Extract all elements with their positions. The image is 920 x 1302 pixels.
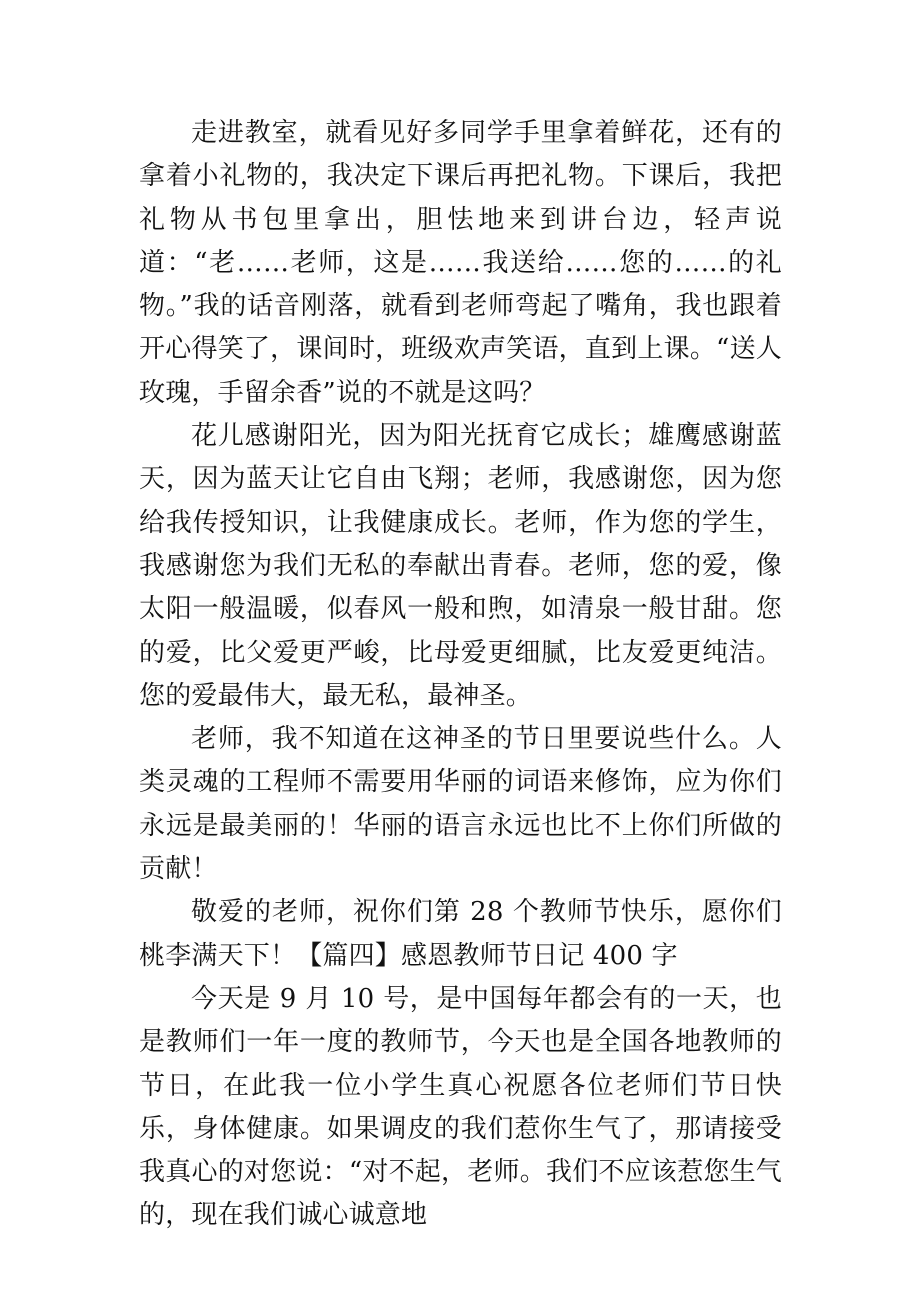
paragraph-thanks-teacher: 花儿感谢阳光，因为阳光抚育它成长；雄鹰感谢蓝天，因为蓝天让它自由飞翔；老师，我感谢您，因为您给我传授知识，让我健康成长。老师，作为您的学生，我感谢您为我们无私的奉献出青春。老师，您的爱，像太阳一般温暖，似春风一般和煦，如清泉一般甘甜。您的爱，比父爱更严峻，比母爱更细腻，比友爱更纯洁。您的爱最伟大，最无私，最神圣。 [139,421,782,711]
paragraph-soul-engineer: 老师，我不知道在这神圣的节日里要说些什么。人类灵魂的工程师不需要用华丽的词语来修饰，应为你们永远是最美丽的！华丽的语言永远也比不上你们所做的贡献！ [139,724,782,885]
document-page [139,112,782,1238]
paragraph-classroom-gift: 走进教室，就看见好多同学手里拿着鲜花，还有的拿着小礼物的，我决定下课后再把礼物。下课后，我把礼物从书包里拿出，胆怯地来到讲台边，轻声说道：“老……老师，这是……我送给……您的……的礼物。”我的话音刚落，就看到老师弯起了嘴角，我也跟着开心得笑了，课间时，班级欢声笑语，直到上课。“送人玫瑰，手留余香”说的不就是这吗？ [139,118,782,408]
paragraph-september-tenth: 今天是 9 月 10 号，是中国每年都会有的一天，也是教师们一年一度的教师节，今天也是全国各地教师的节日，在此我一位小学生真心祝愿各位老师们节日快乐，身体健康。如果调皮的我们惹你生气了，那请接受我真心的对您说：“对不起，老师。我们不应该惹您生气的，现在我们诚心诚意地 [139,983,782,1231]
paragraph-teachers-day-wish: 敬爱的老师，祝你们第 28 个教师节快乐，愿你们桃李满天下！【篇四】感恩教师节日记 400 字 [139,897,782,971]
